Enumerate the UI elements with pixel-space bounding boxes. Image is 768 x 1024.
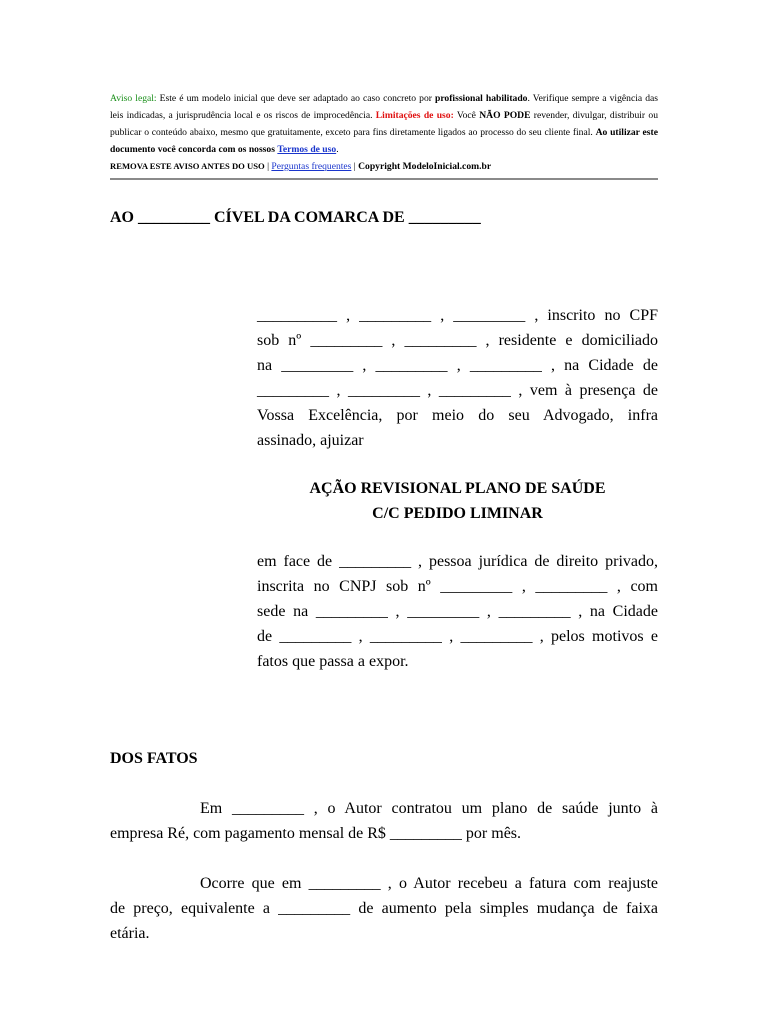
text-line: Em _________ , o Autor contratou um plano de saúde junto à — [200, 800, 658, 817]
text-line: Vossa Excelência, por meio do seu Advogado, infra — [257, 407, 658, 424]
horizontal-divider — [110, 178, 658, 180]
text-line: sob nº _________ , _________ , residente e domiciliado — [257, 332, 658, 349]
notice-text: . Verifique sempre a vigência das leis indicadas, a jurisprudência local e os riscos de improcedência. — [110, 93, 658, 121]
text-line: Ocorre que em _________ , o Autor recebeu a fatura com reajuste — [200, 875, 658, 892]
facts-paragraph-1 — [110, 796, 658, 846]
remove-notice-label: REMOVA ESTE AVISO ANTES DO USO — [110, 161, 265, 171]
legal-notice — [110, 90, 658, 175]
action-title-line: C/C PEDIDO LIMINAR — [372, 505, 543, 522]
limitacoes-label: Limitações de uso: — [375, 110, 454, 121]
notice-text: Este é um modelo inicial que deve ser adaptado ao caso concreto por — [156, 93, 436, 104]
text-line: fatos que passa a expor. — [257, 653, 409, 670]
notice-bold-text: profissional habilitado — [435, 93, 528, 104]
text-line: _________ , _________ , _________ , vem à presença de — [257, 382, 658, 399]
separator: | — [264, 161, 272, 172]
plaintiff-qualification — [257, 303, 658, 453]
text-line: assinado, ajuizar — [257, 432, 364, 449]
separator: | — [351, 161, 359, 172]
text-line: de preço, equivalente a _________ de aumento pela simples mudança de faixa — [110, 900, 658, 917]
action-title — [257, 476, 658, 526]
aviso-legal-label: Aviso legal: — [110, 93, 157, 104]
text-line: inscrita no CNPJ sob nº _________ , _________ , com — [257, 578, 658, 595]
text-line: na _________ , _________ , _________ , na Cidade de — [257, 357, 658, 374]
copyright-text: Copyright ModeloInicial.com.br — [358, 161, 492, 172]
notice-text: revender, divulgar, distribuir ou publicar o conteúdo abaixo, mesmo que gratuitamente, exceto para fins diretamente ligados ao processo do seu cliente final. — [110, 110, 658, 138]
notice-bold-text: Ao utilizar este documento você concorda com os nossos — [110, 127, 658, 155]
text-line: de _________ , _________ , _________ , pelos motivos e — [257, 628, 658, 645]
terms-of-use-link[interactable]: Termos de uso — [277, 144, 337, 155]
notice-text: Você — [453, 110, 480, 121]
text-line: em face de _________ , pessoa jurídica de direito privado, — [257, 553, 658, 570]
text-line: __________ , _________ , _________ , inscrito no CPF — [257, 307, 658, 324]
faq-link[interactable]: Perguntas frequentes — [271, 161, 352, 172]
text-line: sede na _________ , _________ , _________ , na Cidade — [257, 603, 658, 620]
text-line: empresa Ré, com pagamento mensal de R$ _________ por mês. — [110, 825, 522, 842]
text-line: etária. — [110, 925, 150, 942]
action-title-line: AÇÃO REVISIONAL PLANO DE SAÚDE — [309, 480, 606, 497]
defendant-qualification — [257, 549, 658, 674]
notice-bold-text: NÃO PODE — [479, 110, 531, 121]
court-address: AO _________ CÍVEL DA COMARCA DE _________ — [110, 209, 481, 226]
section-heading-dos-fatos: DOS FATOS — [110, 750, 198, 767]
notice-text: . — [336, 144, 339, 155]
facts-paragraph-2 — [110, 871, 658, 946]
